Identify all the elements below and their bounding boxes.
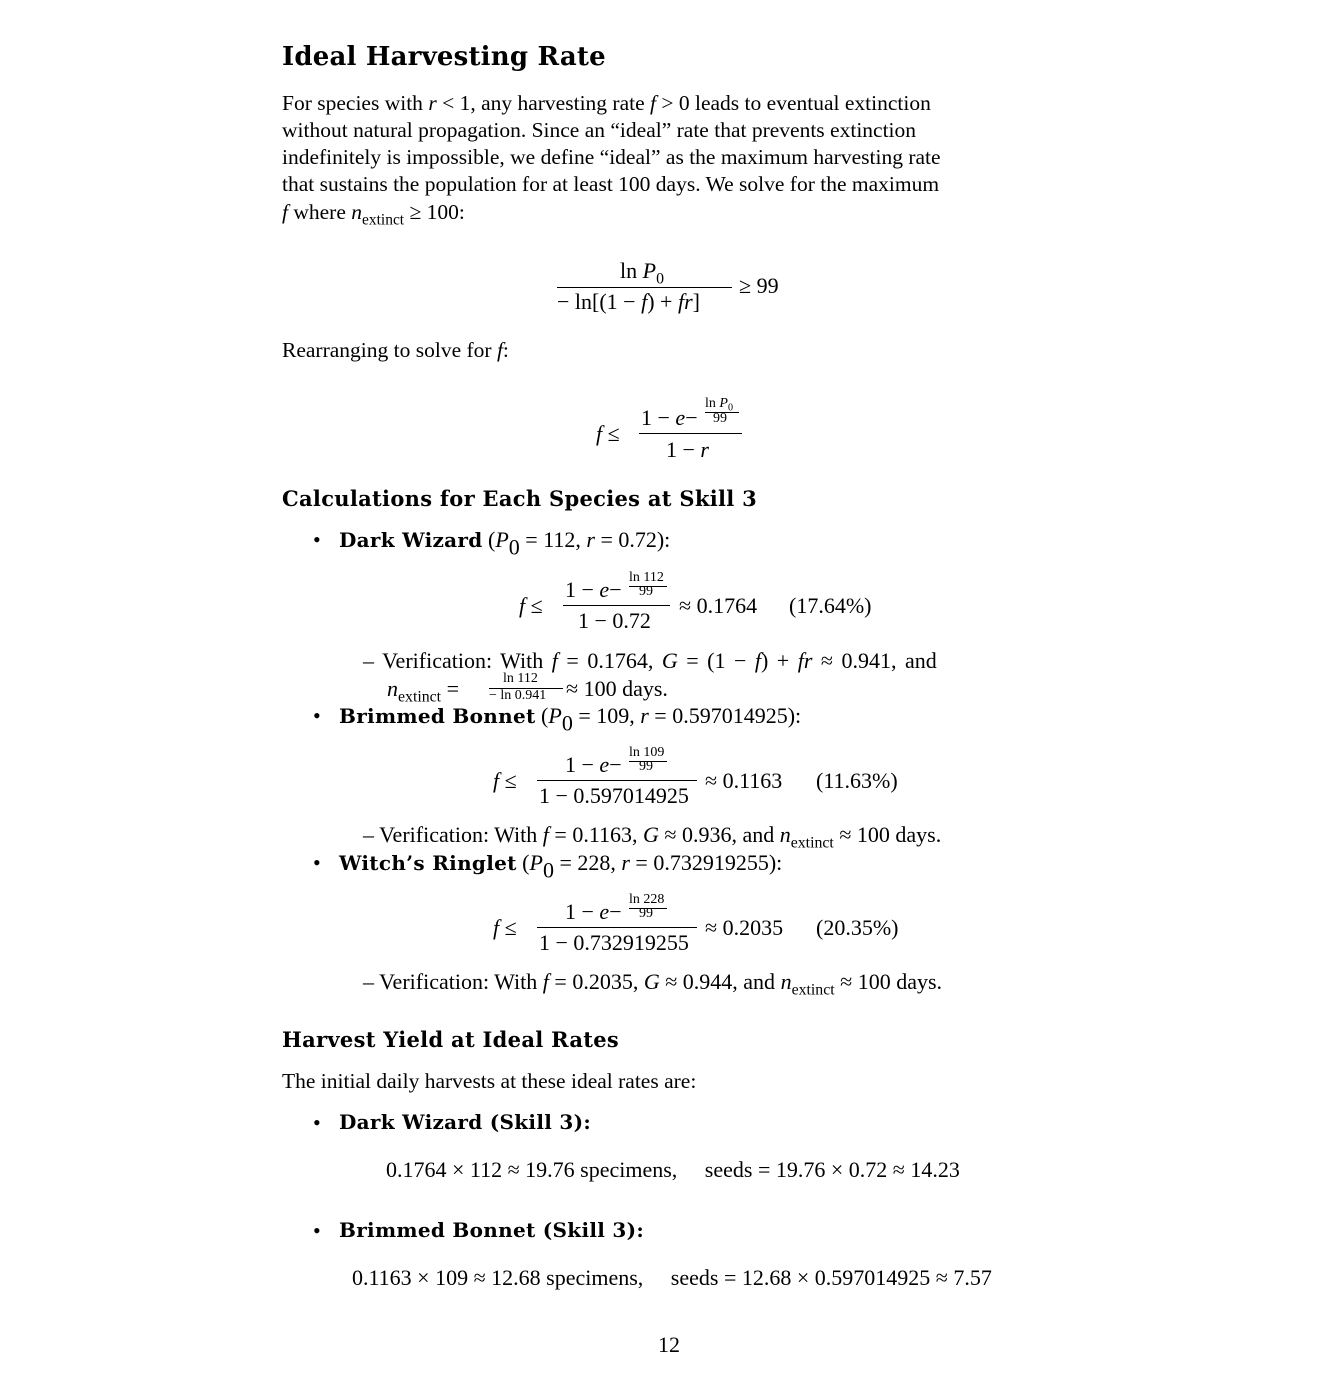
intro-line-1: For species with r < 1, any harvesting rate f > 0 leads to eventual extinction: [282, 91, 931, 115]
eq2-exponent-numerator: $\ln P_0$: [705, 396, 733, 414]
eq-denominator: 1 − 0.732919255: [539, 930, 689, 955]
verification-frac-denominator: − ln 0.941: [489, 688, 547, 703]
eq-numerator: 1 − e−: [565, 752, 622, 777]
bullet: •: [313, 1110, 321, 1135]
species-header: Brimmed Bonnet ($P_0 = 109$, r = 0.597014925):: [339, 703, 802, 736]
intro-line-5: f where $n_{extinct} \ge 100$:: [282, 200, 465, 229]
eq-percent: (17.64%): [789, 593, 872, 618]
eq1-rhs: ≥ 99: [739, 273, 779, 298]
verification-line: – Verification: With f = 0.1163, G ≈ 0.936, and $n_{extinct} \approx 100$ days.: [363, 822, 942, 852]
eq-exponent-denominator: 99: [639, 906, 653, 921]
eq-exponent-denominator: 99: [639, 584, 653, 599]
eq-fraction-bar: [537, 780, 697, 781]
verification-line-2-end: ≈ 100 days.: [566, 676, 668, 701]
verification-line-2-lhs: $n_{extinct}$ =: [387, 676, 459, 706]
yield-formula: 0.1764 × 112 ≈ 19.76 specimens, seeds = 19.76 × 0.72 ≈ 14.23: [386, 1157, 960, 1182]
eq1-numerator: $\ln P_0$: [620, 258, 664, 288]
eq-percent: (20.35%): [816, 915, 899, 940]
eq2-denominator: 1 − r: [666, 437, 709, 462]
eq2-fraction-bar: [639, 433, 742, 434]
eq-lhs: f ≤: [493, 915, 517, 940]
eq2-numerator: 1 − e−: [641, 405, 698, 430]
eq-exponent-numerator: ln 109: [629, 745, 665, 760]
eq-fraction-bar: [537, 927, 697, 928]
eq-approx: ≈ 0.1163: [705, 768, 783, 793]
eq-percent: (11.63%): [816, 768, 898, 793]
intro-line-3: indefinitely is impossible, we define “ideal” as the maximum harvesting rate: [282, 145, 941, 169]
eq-numerator: 1 − e−: [565, 899, 622, 924]
section-title: Ideal Harvesting Rate: [282, 42, 606, 72]
eq-exponent-denominator: 99: [639, 759, 653, 774]
eq-numerator: 1 − e−: [565, 577, 622, 602]
species-header: Witch’s Ringlet ($P_0 = 228$, r = 0.732919255):: [339, 850, 783, 883]
yield-formula: 0.1163 × 109 ≈ 12.68 specimens, seeds = 12.68 × 0.597014925 ≈ 7.57: [352, 1265, 992, 1290]
yield-label: Dark Wizard (Skill 3):: [339, 1110, 592, 1134]
eq-approx: ≈ 0.2035: [705, 915, 784, 940]
verification-line-1: – Verification: With f = 0.1764, G = (1 − f) + fr ≈ 0.941, and: [363, 648, 937, 673]
eq2-lhs: f ≤: [596, 421, 620, 446]
rearrange-text: Rearranging to solve for f:: [282, 338, 509, 362]
intro-line-4: that sustains the population for at least 100 days. We solve for the maximum: [282, 172, 940, 196]
eq1-denominator: − ln[(1 − f) + fr]: [557, 289, 700, 314]
eq2-exponent-denominator: 99: [713, 411, 727, 426]
eq-exponent-numerator: ln 112: [629, 570, 664, 585]
page-number: 12: [658, 1332, 680, 1357]
yield-intro: The initial daily harvests at these ideal rates are:: [282, 1069, 697, 1093]
species-header: Dark Wizard ($P_0 = 112$, r = 0.72):: [339, 527, 671, 560]
verification-line: – Verification: With f = 0.2035, G ≈ 0.944, and $n_{extinct} \approx 100$ days.: [363, 969, 943, 999]
yield-label: Brimmed Bonnet (Skill 3):: [339, 1218, 645, 1242]
verification-frac-numerator: ln 112: [503, 671, 538, 686]
intro-line-2: without natural propagation. Since an “ideal” rate that prevents extinction: [282, 118, 917, 142]
eq-approx: ≈ 0.1764: [679, 593, 758, 618]
calc-heading: Calculations for Each Species at Skill 3: [282, 486, 758, 511]
bullet: •: [313, 703, 321, 728]
eq-exponent-numerator: ln 228: [629, 892, 665, 907]
eq-lhs: f ≤: [493, 768, 517, 793]
eq1-fraction-bar: [557, 287, 732, 288]
bullet: •: [313, 1218, 321, 1243]
bullet: •: [313, 850, 321, 875]
eq-denominator: 1 − 0.597014925: [539, 783, 689, 808]
yield-heading: Harvest Yield at Ideal Rates: [282, 1027, 620, 1052]
eq-lhs: f ≤: [519, 593, 543, 618]
eq-fraction-bar: [563, 605, 670, 606]
eq-denominator: 1 − 0.72: [578, 608, 651, 633]
bullet: •: [313, 527, 321, 552]
